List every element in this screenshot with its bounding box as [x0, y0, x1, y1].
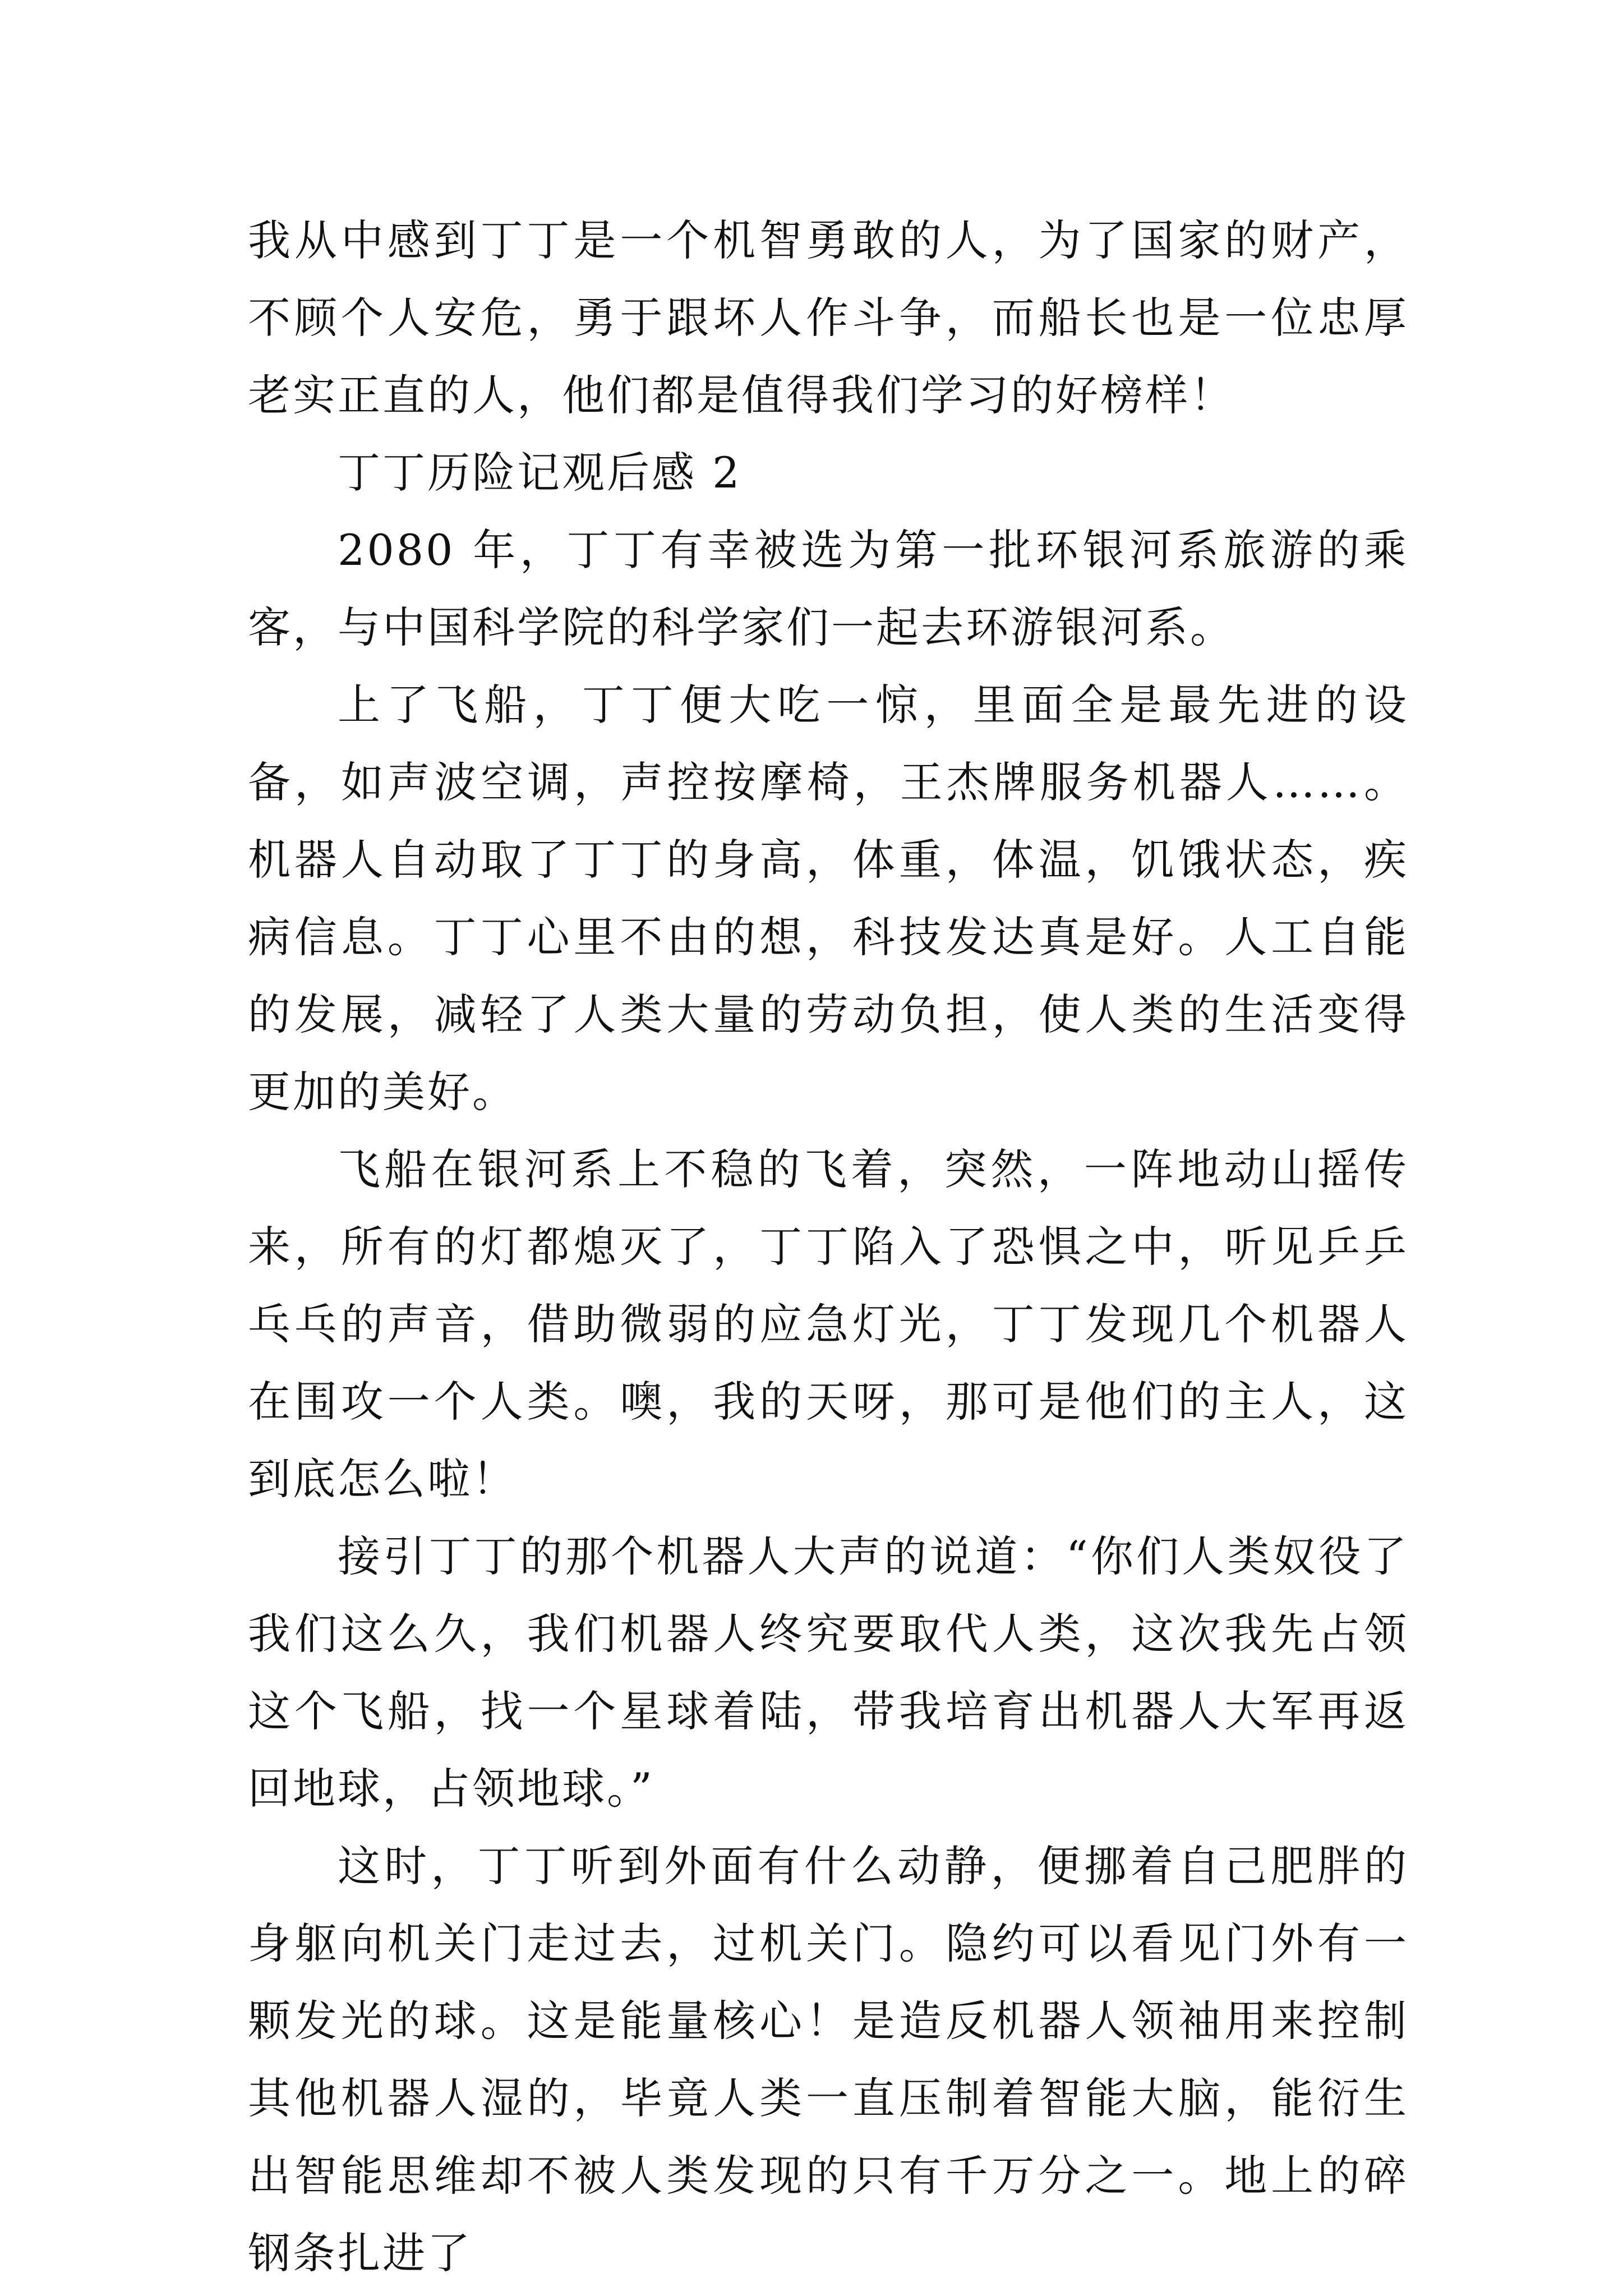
paragraph-2: 2080 年，丁丁有幸被选为第一批环银河系旅游的乘客，与中国科学院的科学家们一起去环游银河系。	[248, 525, 1409, 652]
paragraph-1: 我从中感到丁丁是一个机智勇敢的人，为了国家的财产，不顾个人安危，勇于跟坏人作斗争，而船长也是一位忠厚老实正直的人，他们都是值得我们学习的好榜样！	[248, 215, 1409, 420]
document-body	[248, 202, 1409, 2292]
paragraph-3: 上了飞船，丁丁便大吃一惊，里面全是最先进的设备，如声波空调，声控按摩椅，王杰牌服务机器人……。机器人自动取了丁丁的身高，体重，体温，饥饿状态，疾病信息。丁丁心里不由的想，科技发达真是好。人工自能的发展，减轻了人类大量的劳动负担，使人类的生活变得更加的美好。	[248, 680, 1409, 1117]
paragraph-4: 飞船在银河系上不稳的飞着，突然，一阵地动山摇传来，所有的灯都熄灭了，丁丁陷入了恐惧之中，听见乒乒乓乓的声音，借助微弱的应急灯光，丁丁发现几个机器人在围攻一个人类。噢，我的天呀，那可是他们的主人，这到底怎么啦！	[248, 1144, 1409, 1504]
section-heading: 丁丁历险记观后感 2	[338, 448, 742, 498]
paragraph-6: 这时，丁丁听到外面有什么动静，便挪着自己肥胖的身躯向机关门走过去，过机关门。隐约可以看见门外有一颗发光的球。这是能量核心！是造反机器人领袖用来控制其他机器人湿的，毕竟人类一直压制着智能大脑，能衍生出智能思维却不被人类发现的只有千万分之一。地上的碎钢条扎进了	[248, 1841, 1409, 2278]
paragraph-5: 接引丁丁的那个机器人大声的说道：“你们人类奴役了我们这么久，我们机器人终究要取代人类，这次我先占领这个飞船，找一个星球着陆，带我培育出机器人大军再返回地球，占领地球。”	[248, 1531, 1409, 1814]
